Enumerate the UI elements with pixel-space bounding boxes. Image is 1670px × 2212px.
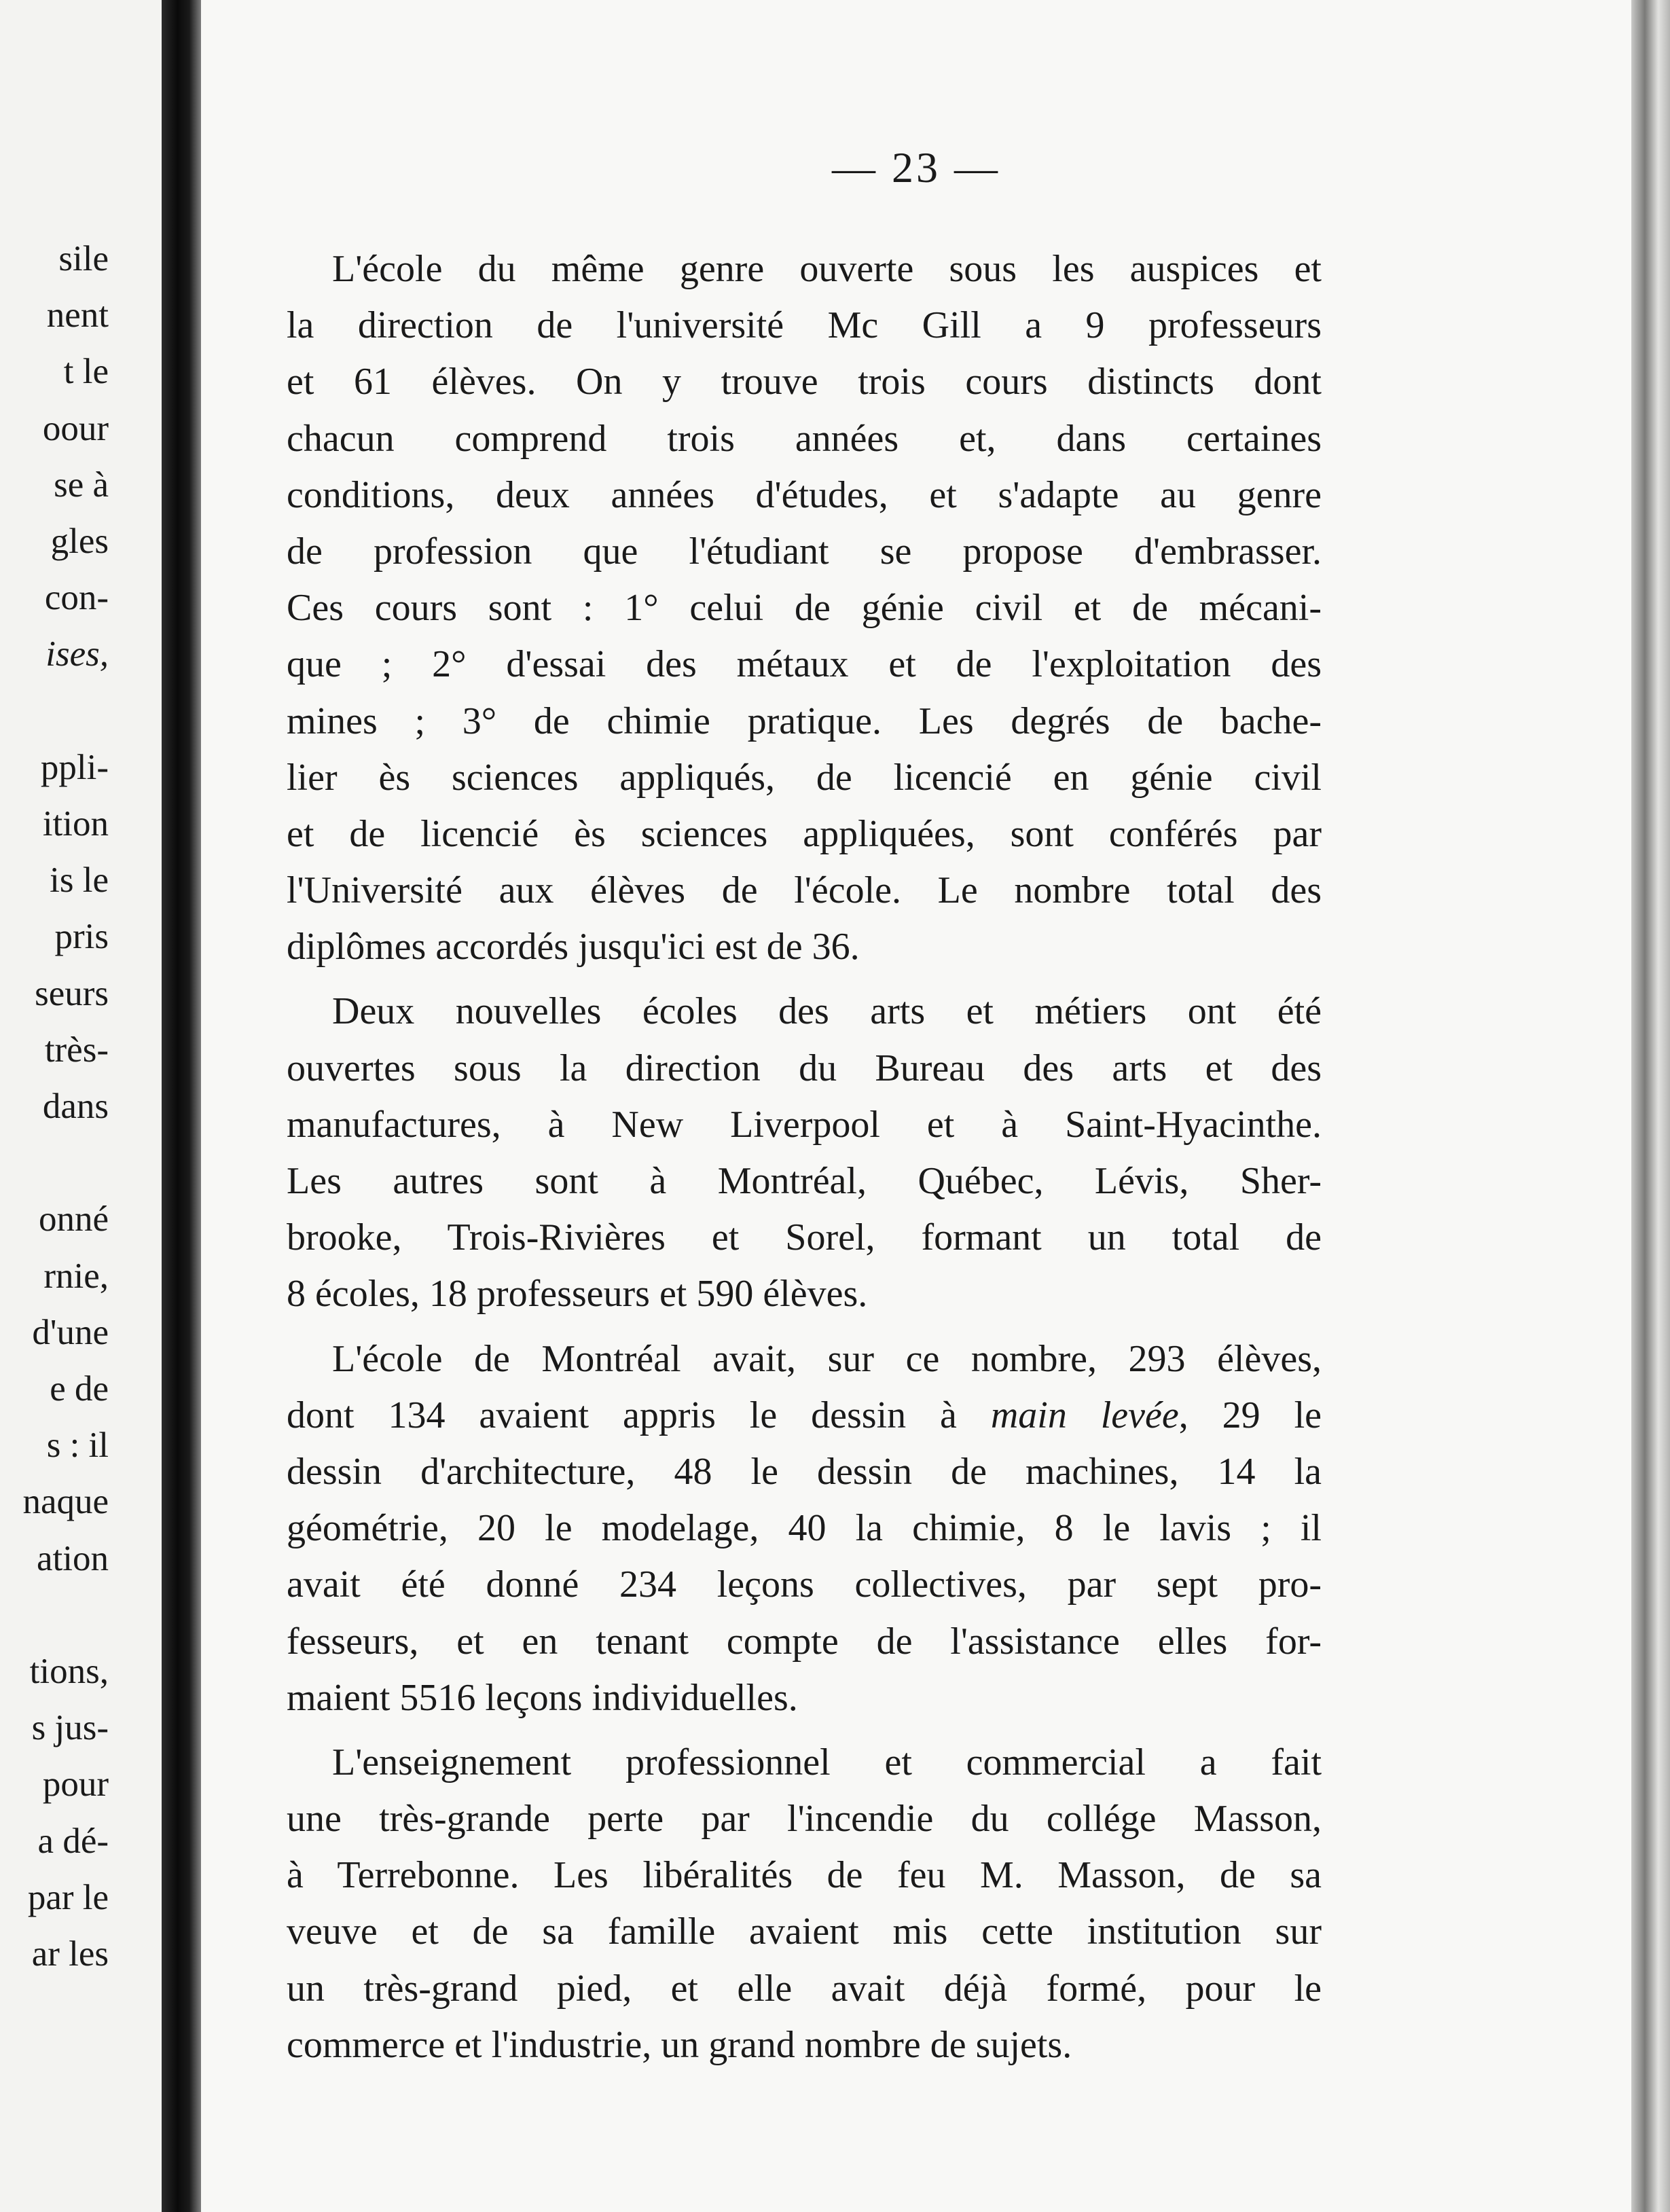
left-page-line: pris — [54, 917, 109, 957]
left-page-line: a dé- — [37, 1821, 109, 1861]
italic-phrase: main levée — [990, 1394, 1179, 1436]
left-page-line: gles — [50, 522, 109, 561]
left-page-line: par le — [27, 1877, 109, 1917]
text-line: commerce et l'industrie, un grand nombre de sujets. — [287, 2023, 1072, 2066]
left-page-line: ppli- — [40, 747, 109, 787]
text-line: maient 5516 leçons individuelles. — [287, 1676, 798, 1719]
paragraph — [287, 1331, 1322, 1726]
paragraph — [287, 983, 1322, 1322]
left-page-line: ation — [37, 1538, 109, 1578]
left-page-line: tions, — [29, 1652, 109, 1691]
text-line: manufactures, à New Liverpool et à Saint-Hyacinthe. — [287, 1103, 1322, 1146]
left-page-line: seurs — [35, 973, 109, 1013]
left-page-line: rnie, — [43, 1256, 109, 1296]
text-line: ouvertes sous la direction du Bureau des arts et des — [287, 1047, 1322, 1089]
body-text — [287, 241, 1322, 2082]
book-page — [201, 0, 1631, 2212]
text-line: une très-grande perte par l'incendie du collége Masson, — [287, 1798, 1322, 1841]
text-line: conditions, deux années d'études, et s'adapte au genre — [287, 473, 1322, 516]
text-line: L'enseignement professionnel et commercial a fait — [332, 1741, 1322, 1783]
text-line: chacun comprend trois années et, dans certaines — [287, 417, 1322, 460]
left-page-line: oour — [42, 408, 109, 448]
left-page-line: e de — [50, 1369, 109, 1409]
text-line: mines ; 3° de chimie pratique. Les degrés de bache- — [287, 700, 1322, 742]
text-line: L'école du même genre ouverte sous les auspices et — [332, 248, 1322, 290]
left-page-line: ition — [42, 804, 109, 844]
left-page-line: t le — [63, 352, 109, 392]
text-line: et 61 élèves. On y trouve trois cours distincts dont — [287, 361, 1322, 403]
text-line: géométrie, 20 le modelage, 40 la chimie, 8 le lavis ; il — [287, 1507, 1322, 1550]
left-page-line: naque — [22, 1482, 109, 1522]
left-page-line: sile — [58, 239, 109, 278]
text-line: et de licencié ès sciences appliquées, sont conférés par — [287, 812, 1322, 855]
left-page-line: d'une — [32, 1312, 109, 1352]
page-number: — 23 — — [832, 143, 1000, 192]
text-line: que ; 2° d'essai des métaux et de l'exploitation des — [287, 643, 1322, 686]
left-page-line: ises, — [46, 634, 109, 674]
text-line: à Terrebonne. Les libéralités de feu M. Masson, de sa — [287, 1854, 1322, 1897]
left-page-line: con- — [44, 578, 109, 618]
text-line: Ces cours sont : 1° celui de génie civil et de mécani- — [287, 587, 1322, 630]
text-line: 8 écoles, 18 professeurs et 590 élèves. — [287, 1273, 868, 1316]
left-page-line: dans — [42, 1087, 109, 1126]
paragraph — [287, 241, 1322, 975]
text-line: veuve et de sa famille avaient mis cette institution sur — [287, 1910, 1322, 1953]
left-page-line: très- — [44, 1030, 109, 1070]
text-line: lier ès sciences appliqués, de licencié en génie civil — [287, 756, 1322, 799]
text-line: L'école de Montréal avait, sur ce nombre, 293 élèves, — [332, 1337, 1322, 1380]
left-page-line: onné — [38, 1199, 109, 1239]
left-page-line: pour — [42, 1764, 109, 1805]
text-line: diplômes accordés jusqu'ici est de 36. — [287, 926, 860, 968]
text-line: Deux nouvelles écoles des arts et métiers ont été — [332, 990, 1322, 1033]
text-line: dont 134 avaient appris le dessin à main levée, 29 le — [287, 1394, 1322, 1436]
left-page-line: s : il — [46, 1426, 109, 1466]
left-page-line: s jus- — [31, 1708, 109, 1748]
paragraph — [287, 1735, 1322, 2073]
left-page-line: se à — [54, 465, 109, 505]
text-line: de profession que l'étudiant se propose d'embrasser. — [287, 530, 1322, 573]
text-line: Les autres sont à Montréal, Québec, Lévis, Sher- — [287, 1160, 1322, 1202]
text-line: la direction de l'université Mc Gill a 9 professeurs — [287, 304, 1322, 347]
text-line: dessin d'architecture, 48 le dessin de machines, 14 la — [287, 1450, 1322, 1493]
left-page-line: ar les — [31, 1934, 109, 1974]
text-line: brooke, Trois-Rivières et Sorel, formant un total de — [287, 1216, 1322, 1259]
left-page-line: nent — [46, 295, 109, 336]
text-line: fesseurs, et en tenant compte de l'assistance elles for- — [287, 1620, 1322, 1663]
text-line: un très-grand pied, et elle avait déjà formé, pour le — [287, 1967, 1322, 2010]
text-line: avait été donné 234 leçons collectives, par sept pro- — [287, 1563, 1322, 1606]
page-edge — [1631, 0, 1670, 2212]
left-page-line: is le — [50, 860, 109, 901]
left-page-fragment — [0, 0, 162, 2212]
book-gutter — [162, 0, 201, 2212]
text-line: l'Université aux élèves de l'école. Le nombre total des — [287, 869, 1322, 912]
